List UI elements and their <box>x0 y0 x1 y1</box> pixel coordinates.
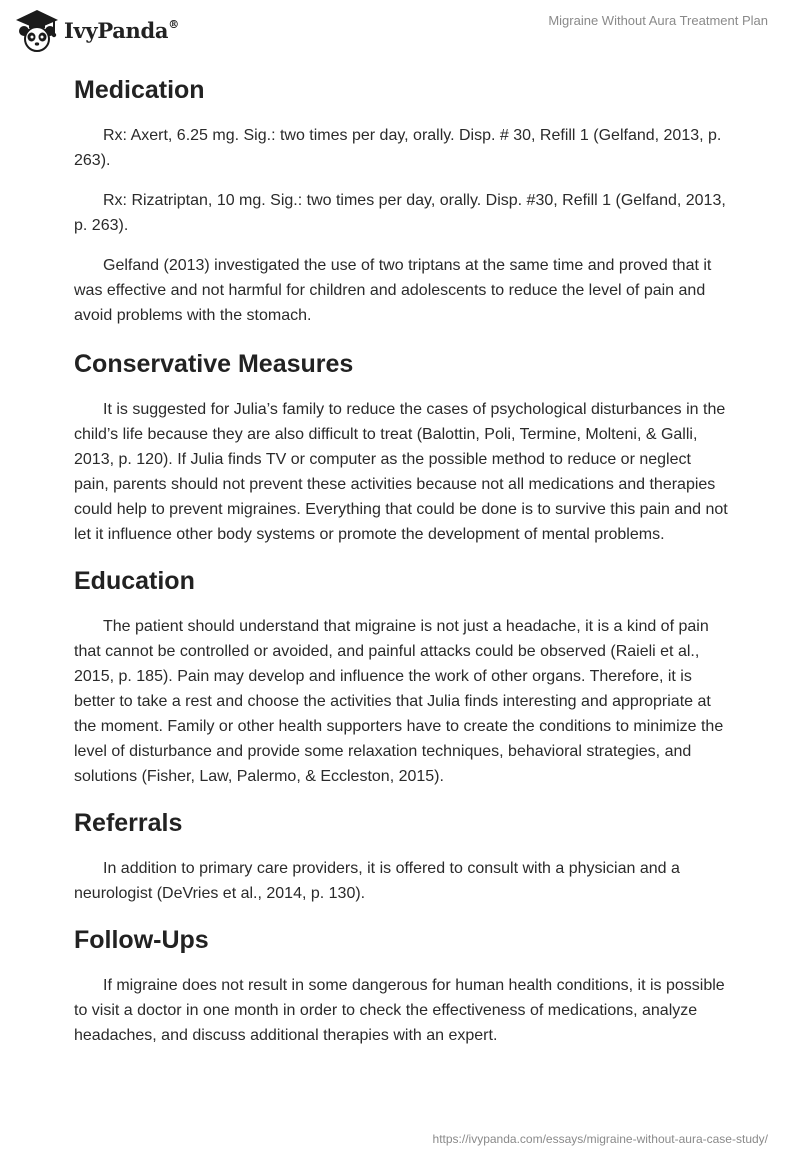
section-heading: Referrals <box>74 809 183 837</box>
paragraph: In addition to primary care providers, it is offered to consult with a physician and a neurologist (DeVries et al., 2014, p. 130). <box>74 860 680 902</box>
section-heading: Education <box>74 567 195 595</box>
section-conservative-measures <box>74 346 730 547</box>
section-education <box>74 563 730 789</box>
paragraph: The patient should understand that migraine is not just a headache, it is a kind of pain that cannot be controlled or avoided, and painful attacks could be observed (Raieli et al., 2015, p. 185). Pain may develop and influence the work of other organs. Therefore, it is better to take a rest and choose the activities that Julia finds interesting and appropriate at the moment. Family or other health supporters have to create the conditions to minimize the level of disturbance and provide some relaxation techniques, behavioral strategies, and solutions (Fisher, Law, Palermo, & Eccleston, 2015). <box>74 618 724 785</box>
paragraph: It is suggested for Julia’s family to reduce the cases of psychological disturbances in the child’s life because they are also difficult to treat (Balottin, Poli, Termine, Molteni, & Galli, 2013, p. 120). If Julia finds TV or computer as the possible method to reduce or neglect pain, parents should not prevent these activities because not all medications and therapies could help to prevent migraines. Everything that could be done is to survive this pain and not let it influence other body systems or promote the development of mental problems. <box>74 401 728 543</box>
source-url-link[interactable]: https://ivypanda.com/essays/migraine-without-aura-case-study/ <box>432 1132 768 1146</box>
paragraph: Gelfand (2013) investigated the use of two triptans at the same time and proved that it was effective and not harmful for children and adolescents to reduce the level of pain and avoid problems with the stomach. <box>74 257 712 324</box>
paragraph: Rx: Rizatriptan, 10 mg. Sig.: two times per day, orally. Disp. #30, Refill 1 (Gelfand, 2013, p. 263). <box>74 192 726 234</box>
page-header <box>0 0 800 70</box>
section-heading: Follow-Ups <box>74 926 209 954</box>
brand-name: IvyPanda® <box>64 17 179 43</box>
section-medication <box>74 72 730 328</box>
section-follow-ups <box>74 922 730 1048</box>
paragraph: Rx: Axert, 6.25 mg. Sig.: two times per day, orally. Disp. # 30, Refill 1 (Gelfand, 2013, p. 263). <box>74 127 722 169</box>
panda-graduate-icon <box>14 8 60 52</box>
paragraph: If migraine does not result in some dangerous for human health conditions, it is possible to visit a doctor in one month in order to check the effectiveness of medications, analyze headaches, and discuss additional therapies with an expert. <box>74 977 725 1044</box>
document-title: Migraine Without Aura Treatment Plan <box>548 13 768 28</box>
essay-body <box>74 70 730 1048</box>
section-heading: Conservative Measures <box>74 350 354 378</box>
section-heading: Medication <box>74 76 205 104</box>
section-referrals <box>74 805 730 906</box>
brand-logo[interactable] <box>14 8 179 52</box>
